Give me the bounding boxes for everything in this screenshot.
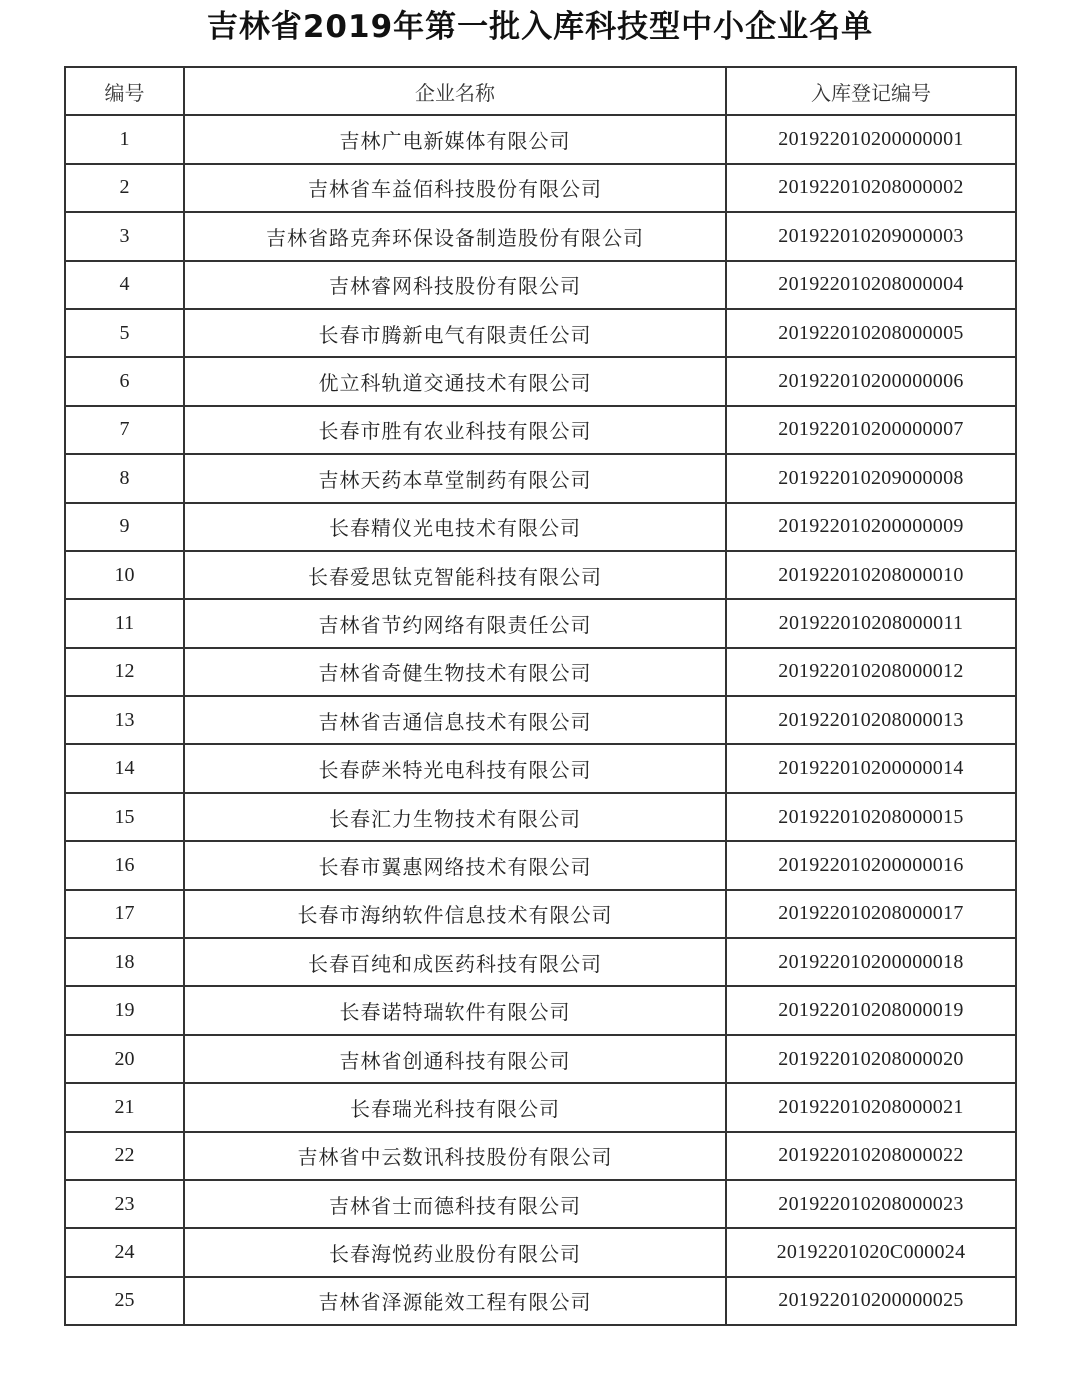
table-row xyxy=(65,357,1016,405)
registration-code: 201922010208000023 xyxy=(726,1180,1016,1228)
row-number: 18 xyxy=(65,938,184,986)
registration-code: 201922010208000015 xyxy=(726,793,1016,841)
registration-code: 201922010200000009 xyxy=(726,503,1016,551)
header-registration-code: 入库登记编号 xyxy=(726,67,1016,115)
row-number: 25 xyxy=(65,1277,184,1325)
registration-code: 201922010208000021 xyxy=(726,1083,1016,1131)
enterprise-name: 长春百纯和成医药科技有限公司 xyxy=(184,938,726,986)
enterprise-name: 长春市海纳软件信息技术有限公司 xyxy=(184,890,726,938)
registration-code: 201922010208000012 xyxy=(726,648,1016,696)
row-number: 1 xyxy=(65,115,184,163)
enterprise-name: 长春诺特瑞软件有限公司 xyxy=(184,986,726,1034)
document-title: 吉林省2019年第一批入库科技型中小企业名单 xyxy=(206,9,874,45)
registration-code: 201922010200000018 xyxy=(726,938,1016,986)
table-row xyxy=(65,115,1016,163)
row-number: 19 xyxy=(65,986,184,1034)
row-number: 10 xyxy=(65,551,184,599)
row-number: 4 xyxy=(65,261,184,309)
enterprise-name: 长春市翼惠网络技术有限公司 xyxy=(184,841,726,889)
table-row xyxy=(65,1180,1016,1228)
enterprise-name: 长春市腾新电气有限责任公司 xyxy=(184,309,726,357)
row-number: 7 xyxy=(65,406,184,454)
enterprise-name: 吉林省车益佰科技股份有限公司 xyxy=(184,164,726,212)
enterprise-name: 长春汇力生物技术有限公司 xyxy=(184,793,726,841)
table-row xyxy=(65,1035,1016,1083)
table-row xyxy=(65,1277,1016,1325)
row-number: 23 xyxy=(65,1180,184,1228)
row-number: 22 xyxy=(65,1132,184,1180)
row-number: 15 xyxy=(65,793,184,841)
row-number: 8 xyxy=(65,454,184,502)
table-row xyxy=(65,648,1016,696)
registration-code: 201922010200000016 xyxy=(726,841,1016,889)
table-row xyxy=(65,841,1016,889)
enterprise-name: 长春市胜有农业科技有限公司 xyxy=(184,406,726,454)
table-row xyxy=(65,503,1016,551)
table-row xyxy=(65,1132,1016,1180)
header-enterprise-name: 企业名称 xyxy=(184,67,726,115)
table-row xyxy=(65,938,1016,986)
table-header xyxy=(65,67,1016,115)
table-row xyxy=(65,261,1016,309)
registration-code: 201922010200000001 xyxy=(726,115,1016,163)
registration-code: 201922010208000017 xyxy=(726,890,1016,938)
enterprise-name: 长春海悦药业股份有限公司 xyxy=(184,1228,726,1276)
table-row xyxy=(65,744,1016,792)
row-number: 2 xyxy=(65,164,184,212)
row-number: 17 xyxy=(65,890,184,938)
table-row xyxy=(65,551,1016,599)
row-number: 6 xyxy=(65,357,184,405)
registration-code: 201922010200000006 xyxy=(726,357,1016,405)
row-number: 3 xyxy=(65,212,184,260)
registration-code: 201922010200000007 xyxy=(726,406,1016,454)
registration-code: 201922010208000010 xyxy=(726,551,1016,599)
enterprise-table xyxy=(64,66,1017,1326)
header-number: 编号 xyxy=(65,67,184,115)
enterprise-name: 长春爱思钛克智能科技有限公司 xyxy=(184,551,726,599)
registration-code: 201922010208000011 xyxy=(726,599,1016,647)
table-row xyxy=(65,406,1016,454)
table-row xyxy=(65,1228,1016,1276)
table-row xyxy=(65,1083,1016,1131)
enterprise-name: 吉林省路克奔环保设备制造股份有限公司 xyxy=(184,212,726,260)
table-body xyxy=(65,115,1016,1325)
row-number: 16 xyxy=(65,841,184,889)
enterprise-name: 吉林省创通科技有限公司 xyxy=(184,1035,726,1083)
enterprise-name: 吉林天药本草堂制药有限公司 xyxy=(184,454,726,502)
row-number: 20 xyxy=(65,1035,184,1083)
table-row xyxy=(65,793,1016,841)
header-row xyxy=(65,67,1016,115)
registration-code: 201922010200000014 xyxy=(726,744,1016,792)
registration-code: 201922010208000002 xyxy=(726,164,1016,212)
row-number: 11 xyxy=(65,599,184,647)
enterprise-name: 吉林省奇健生物技术有限公司 xyxy=(184,648,726,696)
row-number: 12 xyxy=(65,648,184,696)
enterprise-name: 长春精仪光电技术有限公司 xyxy=(184,503,726,551)
registration-code: 201922010200000025 xyxy=(726,1277,1016,1325)
enterprise-name: 优立科轨道交通技术有限公司 xyxy=(184,357,726,405)
enterprise-name: 吉林省泽源能效工程有限公司 xyxy=(184,1277,726,1325)
registration-code: 201922010208000019 xyxy=(726,986,1016,1034)
table-row xyxy=(65,454,1016,502)
table-row xyxy=(65,599,1016,647)
enterprise-name: 吉林省吉通信息技术有限公司 xyxy=(184,696,726,744)
registration-code: 201922010209000003 xyxy=(726,212,1016,260)
table-row xyxy=(65,212,1016,260)
registration-code: 201922010208000020 xyxy=(726,1035,1016,1083)
registration-code: 20192201020C000024 xyxy=(726,1228,1016,1276)
registration-code: 201922010209000008 xyxy=(726,454,1016,502)
registration-code: 201922010208000013 xyxy=(726,696,1016,744)
enterprise-name: 吉林广电新媒体有限公司 xyxy=(184,115,726,163)
enterprise-name: 长春瑞光科技有限公司 xyxy=(184,1083,726,1131)
row-number: 13 xyxy=(65,696,184,744)
enterprise-name: 吉林省士而德科技有限公司 xyxy=(184,1180,726,1228)
table-row xyxy=(65,890,1016,938)
registration-code: 201922010208000022 xyxy=(726,1132,1016,1180)
table-row xyxy=(65,696,1016,744)
table-row xyxy=(65,309,1016,357)
enterprise-name: 吉林省中云数讯科技股份有限公司 xyxy=(184,1132,726,1180)
row-number: 21 xyxy=(65,1083,184,1131)
registration-code: 201922010208000005 xyxy=(726,309,1016,357)
row-number: 5 xyxy=(65,309,184,357)
row-number: 14 xyxy=(65,744,184,792)
enterprise-name: 吉林睿网科技股份有限公司 xyxy=(184,261,726,309)
enterprise-name: 长春萨米特光电科技有限公司 xyxy=(184,744,726,792)
row-number: 9 xyxy=(65,503,184,551)
table-row xyxy=(65,164,1016,212)
table-row xyxy=(65,986,1016,1034)
registration-code: 201922010208000004 xyxy=(726,261,1016,309)
row-number: 24 xyxy=(65,1228,184,1276)
enterprise-name: 吉林省节约网络有限责任公司 xyxy=(184,599,726,647)
